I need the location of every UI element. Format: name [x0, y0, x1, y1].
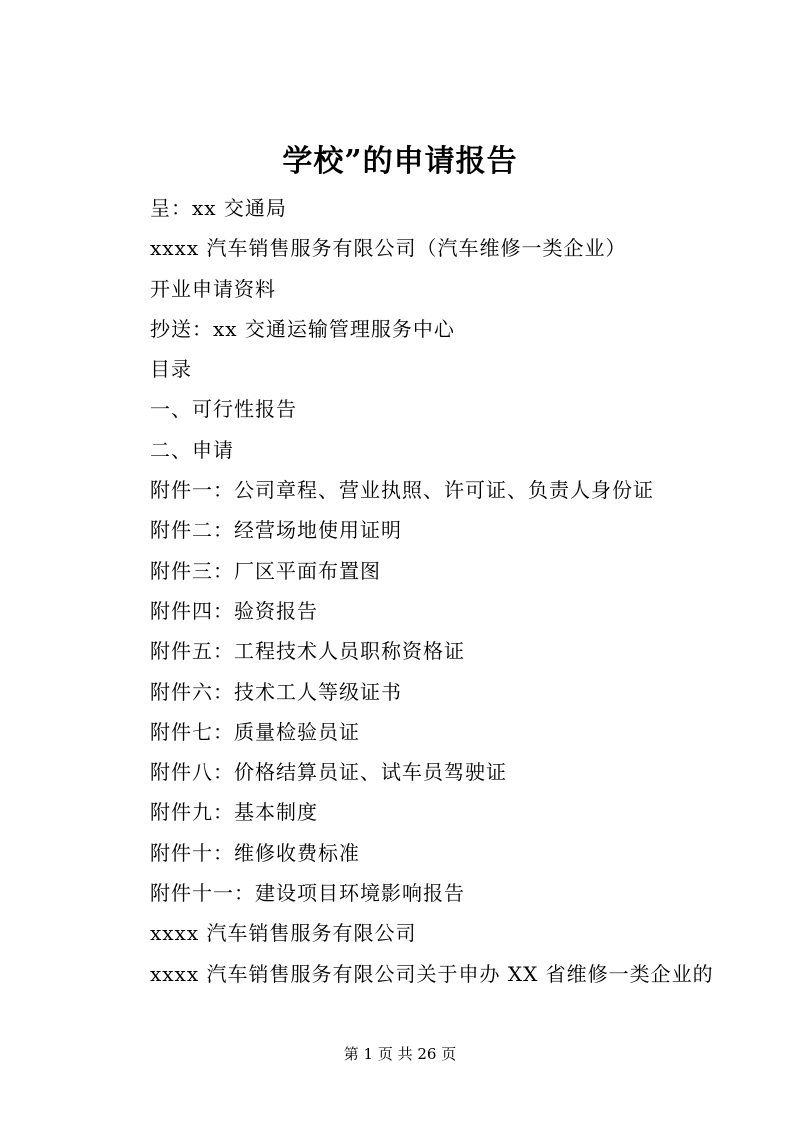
document-title: 学校”的申请报告: [282, 144, 518, 179]
attachment-item: 附件四：验资报告: [150, 598, 318, 623]
attachment-item: 附件九：基本制度: [150, 800, 318, 825]
attachment-item: 附件七：质量检验员证: [150, 719, 360, 744]
attachment-item: 附件三：厂区平面布置图: [150, 558, 381, 583]
toc-item: 二、申请: [150, 437, 234, 462]
body-text-line: xxxx 汽车销售服务有限公司关于申办 XX 省维修一类企业的: [150, 961, 714, 986]
company-line: xxxx 汽车销售服务有限公司（汽车维修一类企业）: [150, 236, 627, 261]
attachment-item: 附件一：公司章程、营业执照、许可证、负责人身份证: [150, 478, 654, 503]
attachment-item: 附件十：维修收费标准: [150, 840, 360, 865]
attachment-item: 附件二：经营场地使用证明: [150, 518, 402, 543]
attachment-item: 附件八：价格结算员证、试车员驾驶证: [150, 760, 507, 785]
page-footer: 第 1 页 共 26 页: [343, 1045, 457, 1063]
toc-item: 一、可行性报告: [150, 397, 297, 422]
attachment-item: 附件六：技术工人等级证书: [150, 679, 402, 704]
cc-line: 抄送：xx 交通运输管理服务中心: [150, 316, 455, 341]
attachment-item: 附件十一：建设项目环境影响报告: [150, 881, 465, 906]
subject-line: 开业申请资料: [150, 276, 276, 301]
toc-heading: 目录: [150, 357, 192, 382]
addressee-line: 呈：xx 交通局: [150, 196, 287, 220]
document-body: [150, 188, 770, 994]
company-signature-line: xxxx 汽车销售服务有限公司: [150, 921, 417, 946]
attachment-item: 附件五：工程技术人员职称资格证: [150, 639, 465, 664]
